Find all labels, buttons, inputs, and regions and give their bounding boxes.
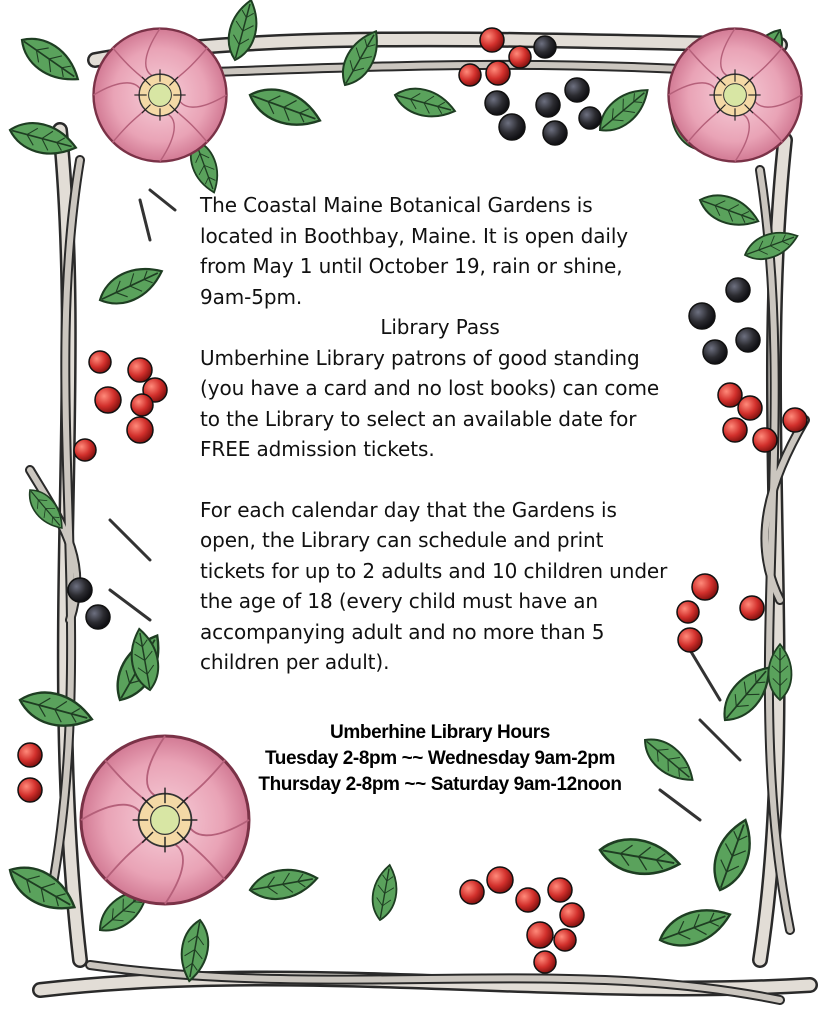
library-hours	[200, 720, 680, 798]
paragraph-spacer	[200, 465, 670, 495]
intro-paragraph: The Coastal Maine Botanical Gardens is located in Boothbay, Maine. It is open daily from May 1 until October 19, rain or shine, 9am-5pm.	[200, 193, 629, 309]
library-pass-paragraph-2: For each calendar day that the Gardens is open, the Library can schedule and print tickets for up to 2 adults and 10 children under the age of 18 (every child must have an accompanying adult and no more than 5 children per adult).	[200, 497, 668, 674]
library-pass-heading: Library Pass	[380, 315, 500, 339]
library-hours-line-1: Tuesday 2-8pm ~~ Wednesday 9am-2pm	[264, 748, 615, 769]
library-pass-paragraph-1: Umberhine Library patrons of good standing (you have a card and no lost books) can come to the Library to select an available date for FREE admission tickets.	[200, 345, 660, 461]
library-hours-title: Umberhine Library Hours	[330, 722, 550, 743]
library-hours-line-2: Thursday 2-8pm ~~ Saturday 9am-12noon	[258, 774, 622, 795]
main-text-block	[200, 190, 670, 678]
